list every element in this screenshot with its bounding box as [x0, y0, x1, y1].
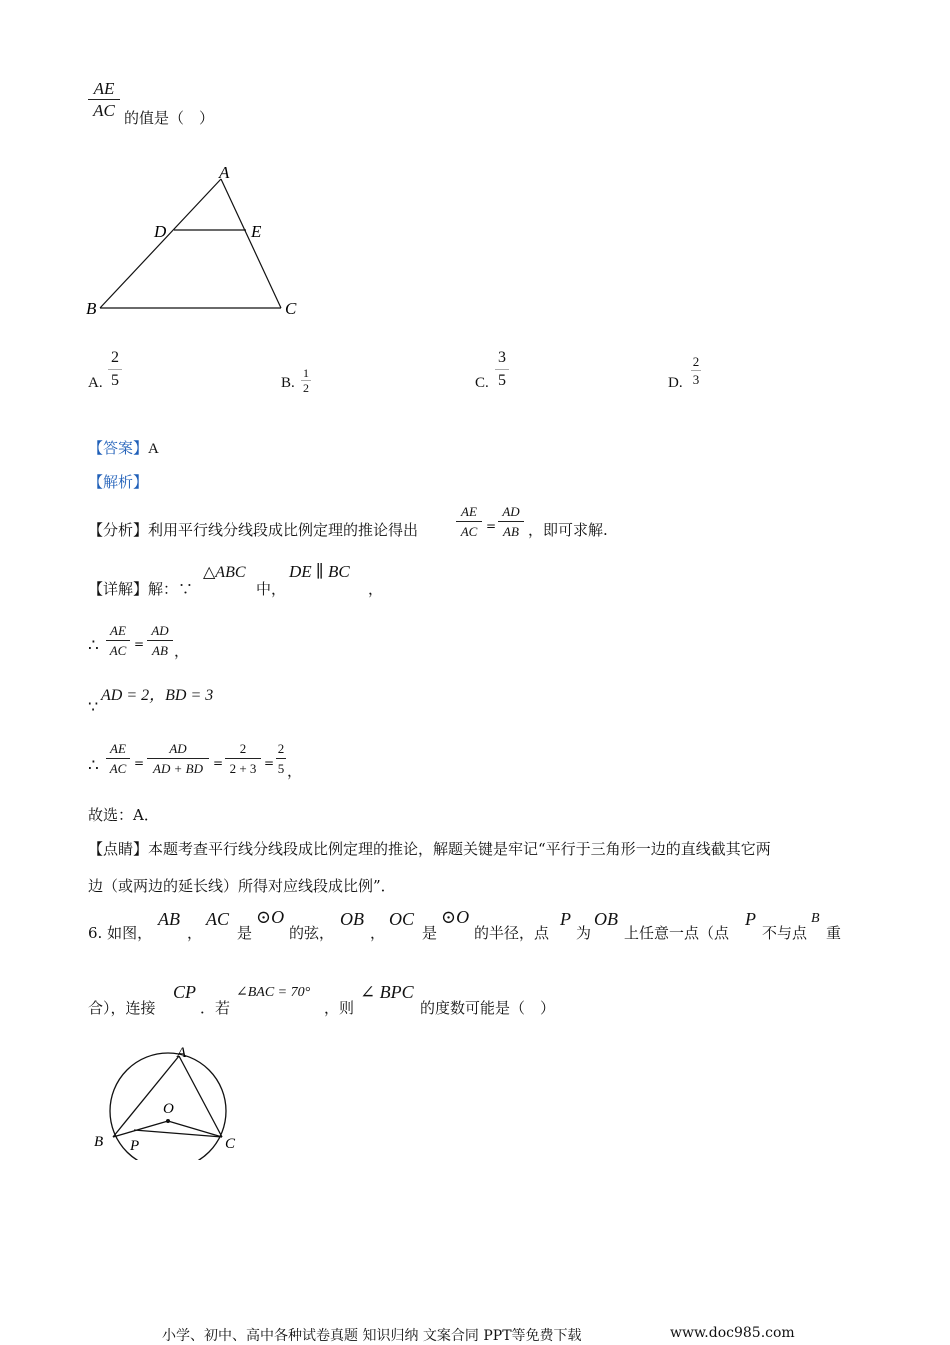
q6-ze: ，则: [324, 999, 355, 1017]
question-fraction: [88, 80, 120, 119]
label-o: O: [163, 1101, 174, 1117]
q6-chord: 的弦，: [289, 924, 335, 942]
chord-ac: [179, 1056, 222, 1137]
q6-angle-bpc: ∠ BPC: [360, 982, 414, 1002]
step3-d4: 5: [277, 761, 285, 776]
option-d-letter: D.: [668, 375, 683, 391]
step1-den2: AB: [152, 643, 168, 658]
step3-end: ，: [287, 762, 303, 780]
q6-ob: OB: [340, 909, 364, 929]
q6-ruo: ．若: [200, 999, 231, 1017]
option-c-fraction: [495, 350, 509, 389]
chord-ab: [113, 1056, 179, 1137]
choose-line: 故选：A．: [88, 806, 159, 824]
step1-eq: =: [134, 637, 145, 651]
fenxi-eq: =: [486, 519, 497, 533]
step1-num1: AE: [110, 623, 126, 638]
label-c: C: [285, 299, 297, 318]
detail-lead: 解：∵: [148, 580, 194, 598]
q6-number: 6. 如图，: [88, 924, 153, 942]
q6-tail: 的度数可能是（ ）: [420, 999, 556, 1017]
q6-buyu: 不与点: [762, 924, 808, 942]
fenxi-f1-den: AC: [460, 524, 478, 539]
step3-frac-3: [225, 742, 261, 775]
label-d: D: [154, 222, 167, 241]
footer-url[interactable]: www.doc985.com: [670, 1325, 795, 1341]
q6-circle-o-2: ⊙O: [441, 907, 470, 927]
dianjing-text1: 本题考查平行线分线段成比例定理的推论，解题关键是牢记“平行于三角形一边的直线截其它两: [148, 840, 771, 858]
answer-value: A: [148, 441, 159, 457]
circle-figure: [88, 1040, 248, 1160]
side-ac: [221, 179, 281, 308]
label-c2: C: [225, 1136, 236, 1152]
question-tail: 的值是（ ）: [124, 109, 215, 127]
option-b[interactable]: [281, 350, 341, 400]
q6-ab: AB: [158, 909, 180, 929]
step1-num2: AD: [151, 623, 169, 638]
step3-therefore: ∴: [88, 756, 99, 776]
answer-tag: 【答案】: [88, 439, 149, 457]
option-a-fraction: [108, 350, 122, 389]
step3-n4: 2: [277, 741, 285, 756]
q6-renyi: 上任意一点（点: [624, 924, 730, 942]
fenxi-line: [88, 519, 418, 540]
q6-shi1: 是: [237, 924, 253, 942]
fenxi-f1-num: AE: [461, 504, 477, 519]
step3-n2: AD: [169, 741, 187, 756]
q6-p2: P: [745, 909, 756, 929]
step3-frac-4: [276, 742, 286, 775]
q6-cp: CP: [173, 982, 197, 1002]
step3-eq1: =: [134, 756, 145, 770]
option-c-letter: C.: [475, 375, 489, 391]
q6-angle-bac: ∠BAC = 70°: [236, 985, 311, 1000]
detail-triangle: △ABC: [203, 564, 246, 581]
q6-ac: AC: [206, 909, 230, 929]
option-b-letter: B.: [281, 375, 295, 391]
step3-frac-2: [147, 742, 209, 775]
step3-d1: AC: [109, 761, 127, 776]
q6-line2-a: 合），连接: [88, 999, 156, 1017]
detail-zhong: 中，: [256, 580, 287, 598]
q6-b: B: [811, 911, 820, 926]
segment-ob: [113, 1121, 168, 1137]
step1-frac-1: [106, 624, 130, 657]
step3-d3: 2 + 3: [229, 761, 257, 776]
step3-eq2: =: [213, 756, 224, 770]
step3-n3: 2: [239, 741, 247, 756]
step3-n1: AE: [110, 741, 126, 756]
step3-frac-1: [106, 742, 130, 775]
detail-tag: 【详解】: [88, 580, 149, 598]
label-a: A: [219, 163, 230, 182]
fenxi-tail: ，即可求解.: [528, 521, 608, 539]
label-a2: A: [177, 1045, 187, 1061]
q6-p1: P: [560, 909, 571, 929]
label-b2: B: [94, 1134, 104, 1150]
option-c-den: 5: [498, 372, 506, 389]
option-a-letter: A.: [88, 375, 103, 391]
q6-wei: 为: [576, 924, 592, 942]
q6-comma1: ，: [187, 924, 203, 942]
dianjing-line1: [88, 838, 771, 859]
dianjing-tag: 【点睛】: [88, 840, 149, 858]
fenxi-frac-2: [498, 505, 524, 538]
step1-den1: AC: [109, 643, 127, 658]
q6-circle-o-1: ⊙O: [256, 907, 285, 927]
option-a[interactable]: [88, 350, 148, 400]
label-b: B: [86, 299, 97, 318]
step3-d2: AD + BD: [153, 761, 203, 776]
analysis-tag: 【解析】: [88, 473, 149, 491]
option-d[interactable]: [668, 350, 728, 400]
fenxi-frac-1: [456, 505, 482, 538]
fenxi-f2-num: AD: [502, 504, 520, 519]
option-d-fraction: [691, 355, 701, 386]
triangle-figure: [80, 160, 320, 325]
fraction-denominator: AC: [93, 101, 115, 120]
step2-because: ∵: [88, 697, 99, 716]
option-d-num: 2: [692, 354, 700, 369]
q6-shi2: 是: [422, 924, 438, 942]
q6-zhong: 重: [826, 924, 842, 942]
label-p: P: [130, 1138, 140, 1154]
detail-comma: ，: [368, 580, 384, 598]
fraction-numerator: AE: [93, 79, 115, 98]
dianjing-line2: 边（或两边的延长线）所得对应线段成比例”．: [88, 877, 396, 895]
fenxi-tag: 【分析】: [88, 521, 149, 539]
option-b-fraction: [301, 367, 311, 394]
detail-parallel: DE ∥ BC: [289, 562, 350, 581]
option-a-den: 5: [111, 372, 119, 389]
option-c[interactable]: [475, 350, 535, 400]
footer-text: 小学、初中、高中各种试卷真题 知识归纳 文案合同 PPT等免费下载: [162, 1328, 582, 1344]
option-a-num: 2: [111, 349, 119, 366]
side-ab: [100, 179, 221, 308]
fenxi-f2-den: AB: [503, 524, 519, 539]
option-c-num: 3: [498, 349, 506, 366]
q6-comma2: ，: [370, 924, 386, 942]
step2-expr: AD = 2，BD = 3: [101, 687, 214, 704]
step3-eq3: =: [264, 756, 275, 770]
step1-therefore: ∴: [88, 636, 99, 656]
q6-radius: 的半径，点: [474, 924, 550, 942]
fenxi-text: 利用平行线分线段成比例定理的推论得出: [148, 521, 419, 539]
q6-ob2: OB: [594, 909, 618, 929]
option-d-den: 3: [692, 372, 700, 387]
step1-frac-2: [147, 624, 173, 657]
fraction-bar: [88, 99, 120, 100]
option-b-den: 2: [303, 381, 309, 395]
answer-line: [88, 437, 159, 458]
label-e: E: [251, 222, 262, 241]
detail-line: [88, 578, 193, 599]
q6-oc: OC: [389, 909, 415, 929]
step1-end: ，: [174, 642, 190, 660]
center-dot: [166, 1119, 170, 1123]
option-b-num: 1: [303, 366, 309, 380]
